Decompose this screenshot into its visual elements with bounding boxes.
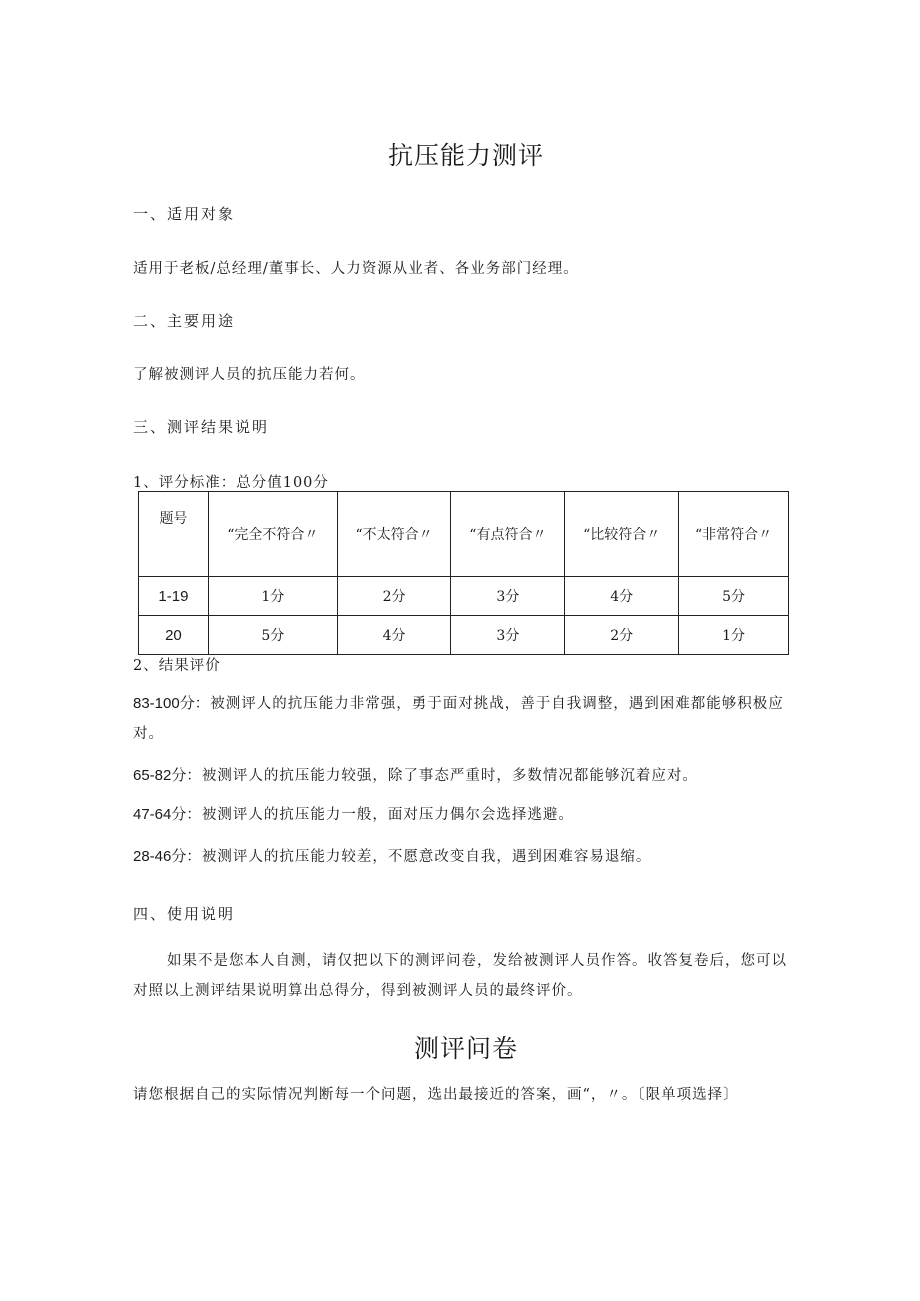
table-header-cell: “非常符合〃	[679, 492, 789, 577]
result-text: ：被测评人的抗压能力非常强，勇于面对挑战，善于自我调整，遇到困难都能够积极应对。	[133, 696, 784, 742]
result-range: 28-46分	[133, 848, 187, 865]
table-row	[139, 577, 789, 616]
result-item-3	[133, 800, 793, 830]
section-heading-applicable: 一、适用对象	[133, 205, 236, 223]
section-heading-results: 三、测评结果说明	[133, 418, 270, 436]
result-item-1	[133, 689, 793, 749]
table-cell: 4分	[565, 577, 679, 616]
table-cell: 3分	[451, 577, 565, 616]
table-cell: 2分	[337, 577, 451, 616]
table-cell: 1分	[679, 616, 789, 655]
page-title: 抗压能力测评	[388, 141, 545, 170]
section-heading-usage: 四、使用说明	[133, 905, 236, 923]
section-text-purpose: 了解被测评人员的抗压能力若何。	[133, 367, 366, 383]
scoring-table	[138, 491, 789, 655]
questionnaire-title: 测评问卷	[414, 1034, 519, 1063]
table-cell: 5分	[679, 577, 789, 616]
result-text: ：被测评人的抗压能力较强，除了事态严重时，多数情况都能够沉着应对。	[186, 768, 698, 784]
questionnaire-instruction: 请您根据自己的实际情况判断每一个问题，选出最接近的答案，画“，〃。〔限单项选择〕	[133, 1087, 739, 1103]
results-label: 2、结果评价	[133, 658, 221, 674]
table-cell: 2分	[565, 616, 679, 655]
section-heading-purpose: 二、主要用途	[133, 312, 236, 330]
table-cell: 20	[139, 616, 209, 655]
scoring-label: 1、评分标准：总分值100分	[133, 475, 329, 491]
result-text: ：被测评人的抗压能力较差，不愿意改变自我，遇到困难容易退缩。	[186, 849, 652, 865]
section-text-usage: 如果不是您本人自测，请仅把以下的测评问卷，发给被测评人员作答。收答复卷后，您可以对照以上测评结果说明算出总得分，得到被测评人员的最终评价。	[133, 953, 787, 999]
section-text-applicable: 适用于老板/总经理/董事长、人力资源从业者、各业务部门经理。	[133, 261, 579, 277]
table-cell: 1-19	[139, 577, 209, 616]
table-cell: 5分	[208, 616, 337, 655]
table-cell: 4分	[337, 616, 451, 655]
table-row	[139, 616, 789, 655]
result-range: 83-100分	[133, 695, 195, 712]
result-range: 65-82分	[133, 767, 187, 784]
table-cell: 3分	[451, 616, 565, 655]
table-header-cell: “完全不符合〃	[208, 492, 337, 577]
result-text: ：被测评人的抗压能力一般，面对压力偶尔会选择逃避。	[186, 807, 574, 823]
result-range: 47-64分	[133, 806, 187, 823]
table-header-cell: 题号	[139, 492, 209, 577]
table-cell: 1分	[208, 577, 337, 616]
table-header-cell: “不太符合〃	[337, 492, 451, 577]
result-item-4	[133, 842, 793, 872]
result-item-2	[133, 761, 793, 791]
table-header-cell: “有点符合〃	[451, 492, 565, 577]
table-header-cell: “比较符合〃	[565, 492, 679, 577]
table-header-row	[139, 492, 789, 577]
